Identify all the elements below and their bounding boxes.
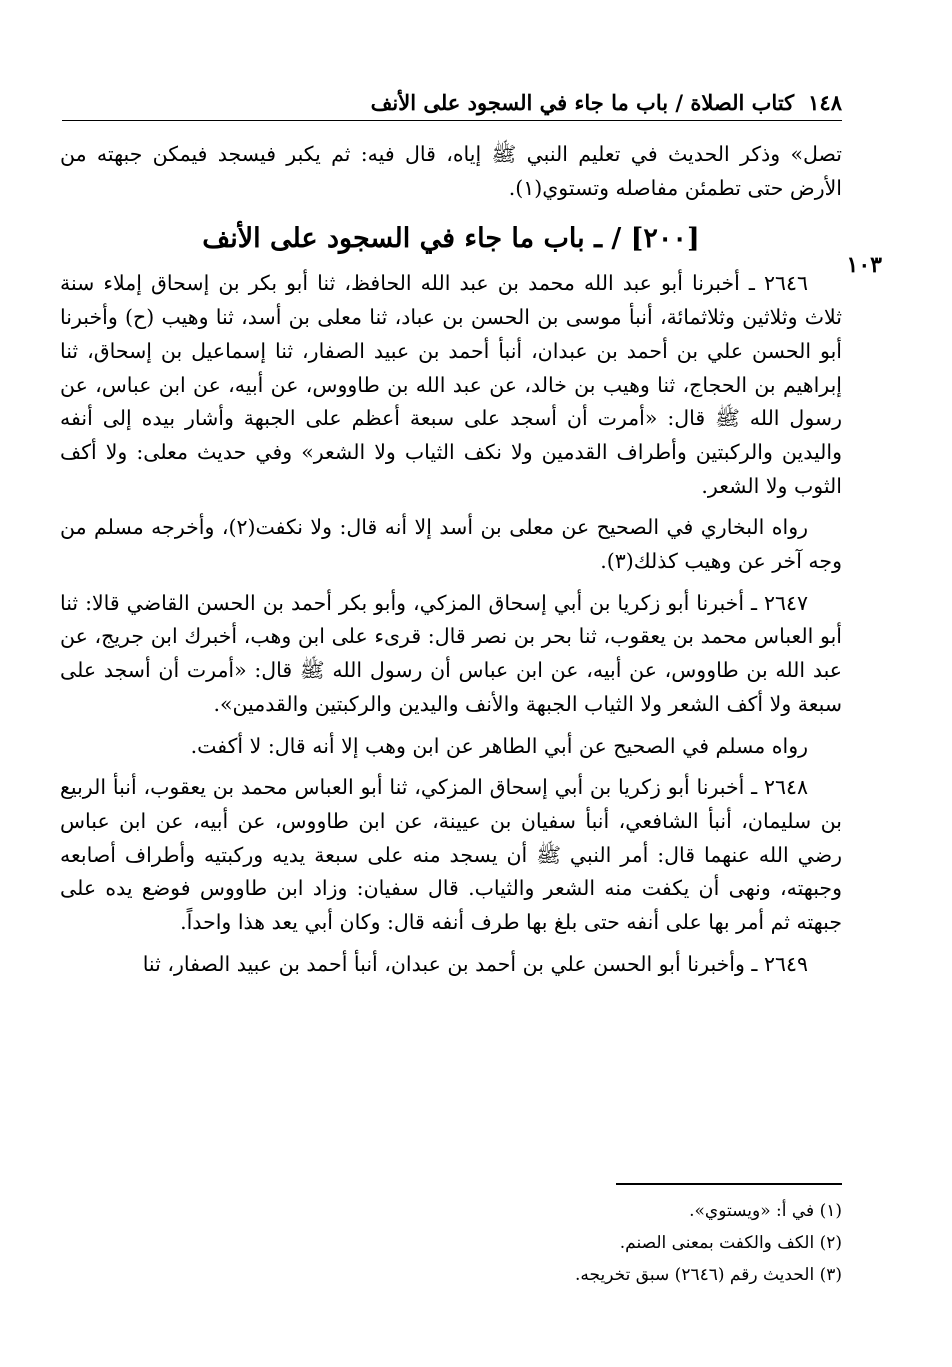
hadith-2646: ٢٦٤٦ ـ أخبرنا أبو عبد الله محمد بن عبد الله الحافظ، ثنا أبو بكر بن إسحاق إملاء سنة ثلاث وثلاثين وثلاثمائة، أنبأ موسى بن الحسن بن عباد، ثنا معلى بن أسد، ثنا وهيب (ح) وأخبرنا أبو الحسن علي بن أحمد بن عبدان، أنبأ أحمد بن عبيد الصفار، ثنا إسماعيل بن إسحاق، ثنا إبراهيم بن الحجاج، ثنا وهيب بن خالد، عن عبد الله بن طاووس، عن أبيه، عن ابن عباس، عن رسول الله ﷺ قال: «أمرت أن أسجد على سبعة أعظم على الجبهة وأشار بيده إلى أنفه واليدين والركبتين وأطراف القدمين ولا نكف الثياب ولا الشعر» وفي حديث معلى: ولا أكف الثوب ولا الشعر. — [60, 271, 842, 498]
page-number: ١٤٨ — [808, 90, 842, 115]
section-title: [٢٠٠] / ـ باب ما جاء في السجود على الأنف — [202, 223, 700, 255]
footnotes — [440, 1195, 842, 1291]
running-header — [62, 84, 842, 121]
footnote: (٣) الحديث رقم (٢٦٤٦) سبق تخريجه. — [575, 1265, 842, 1285]
main-text — [60, 138, 842, 981]
hadith-2649: ٢٦٤٩ ـ وأخبرنا أبو الحسن علي بن أحمد بن عبدان، أنبأ أحمد بن عبيد الصفار، ثنا — [142, 951, 808, 976]
paragraph-continuation: تصل» وذكر الحديث في تعليم النبي ﷺ إياه، قال فيه: ثم يكبر فيسجد فيمكن جبهته من الأرض حتى تطمئن مفاصله وتستوي(١). — [60, 142, 842, 200]
margin-number: ١٠٣ — [846, 252, 882, 278]
running-title: كتاب الصلاة / باب ما جاء في السجود على الأنف — [370, 90, 795, 115]
hadith-2647: ٢٦٤٧ ـ أخبرنا أبو زكريا بن أبي إسحاق المزكي، وأبو بكر أحمد بن الحسن القاضي قالا: ثنا أبو العباس محمد بن يعقوب، ثنا بحر بن نصر قال: قرىء على ابن وهب، أخبرك ابن جريج، عن عبد الله بن طاووس، عن أبيه، عن ابن عباس أن رسول الله ﷺ قال: «أمرت أن أسجد على سبعة ولا أكف الشعر ولا الثياب الجبهة والأنف واليدين والركبتين والقدمين». — [60, 590, 842, 716]
footnote-rule — [616, 1183, 842, 1185]
footnote: (١) في أ: «ويستوي». — [689, 1201, 842, 1221]
takhrij-paragraph: رواه البخاري في الصحيح عن معلى بن أسد إلا أنه قال: ولا نكفت(٢)، وأخرجه مسلم من وجه آخر عن وهيب كذلك(٣). — [60, 515, 842, 574]
hadith-2648: ٢٦٤٨ ـ أخبرنا أبو زكريا بن أبي إسحاق المزكي، ثنا أبو العباس محمد بن يعقوب، أنبأ الربيع بن سليمان، أنبأ الشافعي، أنبأ سفيان بن عيينة، عن ابن طاووس، عن أبيه، عن ابن عباس رضي الله عنهما قال: أمر النبي ﷺ أن يسجد منه على سبعة يديه وركبتيه وأطراف أصابعه وجبهته، ونهى أن يكفت منه الشعر والثياب. قال سفيان: وزاد ابن طاووس فوضع يده على جبهته ثم أمر بها على أنفه حتى بلغ بها طرف أنفه قال: وكان أبي يعد هذا واحداً. — [60, 775, 842, 935]
takhrij-paragraph: رواه مسلم في الصحيح عن أبي الطاهر عن ابن وهب إلا أنه قال: لا أكفت. — [190, 733, 808, 758]
footnote: (٢) الكف والكفت بمعنى الصنم. — [619, 1233, 842, 1253]
